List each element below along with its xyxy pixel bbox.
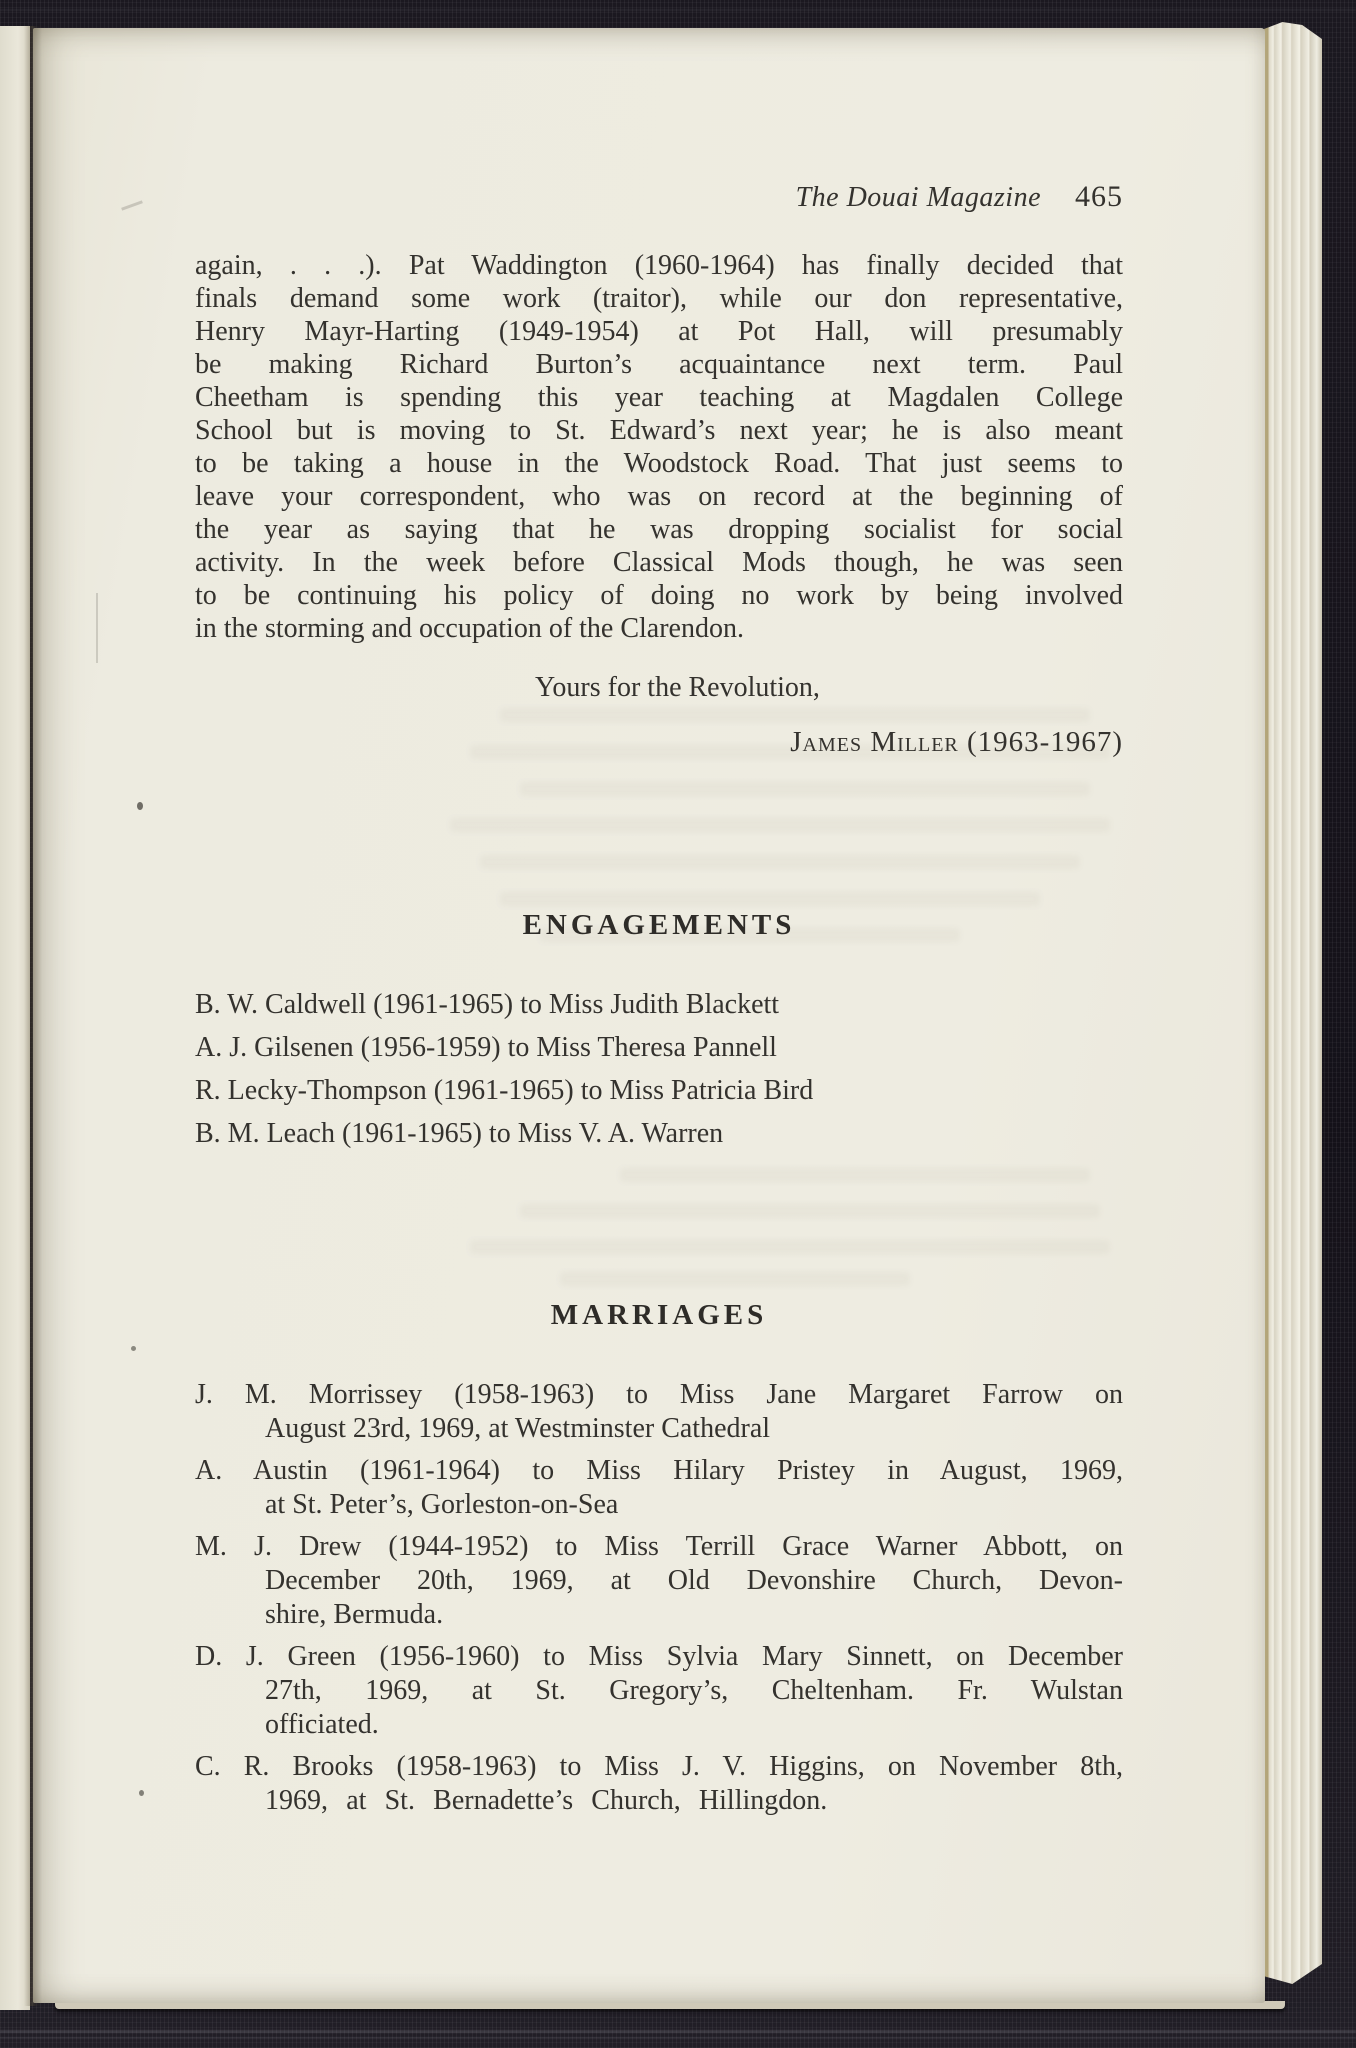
marriage-line: C. R. Brooks (1958-1963) to Miss J. V. Higgins, on November 8th, <box>195 1751 1123 1782</box>
letter-line: be making Richard Burton’s acquaintance next term. Paul <box>195 349 1123 380</box>
engagements-heading: ENGAGEMENTS <box>522 909 796 941</box>
cover-seam-bottom <box>0 2030 1356 2033</box>
letter-line: leave your correspondent, who was on record at the beginning of <box>195 481 1123 512</box>
engagement-entry: B. M. Leach (1961-1965) to Miss V. A. Warren <box>195 1118 724 1149</box>
letter-line: in the storming and occupation of the Clarendon. <box>195 613 744 644</box>
marriage-entry <box>195 1640 1123 1742</box>
margin-speck <box>131 1346 136 1351</box>
marriage-entry <box>195 1454 1123 1522</box>
marriage-line: shire, Bermuda. <box>265 1599 444 1630</box>
bleed-through-streak <box>500 892 1040 906</box>
letter-line: finals demand some work (traitor), while our don representative, <box>195 283 1123 314</box>
letter-line: the year as saying that he was dropping socialist for social <box>195 514 1123 545</box>
marriage-line: August 23rd, 1969, at Westminster Cathedral <box>265 1413 771 1444</box>
margin-speck <box>139 1790 144 1796</box>
letter-line: Henry Mayr-Harting (1949-1954) at Pot Hall, will presumably <box>195 316 1123 347</box>
letter-line: to be taking a house in the Woodstock Road. That just seems to <box>195 448 1123 479</box>
signature: James Miller (1963-1967) <box>790 726 1123 758</box>
marriage-line: 1969, at St. Bernadette’s Church, Hillingdon. <box>265 1785 828 1816</box>
page-edges-fore-edge <box>1256 22 1322 1994</box>
letter-line: to be continuing his policy of doing no work by being involved <box>195 580 1123 611</box>
engagements-list <box>195 983 1123 1155</box>
marriage-entry <box>195 1530 1123 1632</box>
bleed-through-streak <box>520 782 1090 796</box>
facing-page-edge <box>0 26 30 2010</box>
bleed-through-streak <box>620 1168 1090 1182</box>
bleed-through-streak <box>500 708 1090 722</box>
engagement-entry: A. J. Gilsenen (1956-1959) to Miss Theresa Pannell <box>195 1032 777 1063</box>
marriages-heading: MARRIAGES <box>550 1299 768 1331</box>
cover-seam-top <box>0 9 1356 11</box>
magazine-page <box>33 28 1265 2003</box>
marriage-line: M. J. Drew (1944-1952) to Miss Terrill Grace Warner Abbott, on <box>195 1531 1123 1562</box>
marriage-line: officiated. <box>265 1709 379 1740</box>
marriage-line: at St. Peter’s, Gorleston-on-Sea <box>265 1489 619 1520</box>
marriage-entry <box>195 1378 1123 1446</box>
bleed-through-streak <box>520 1204 1100 1218</box>
margin-speck <box>121 200 143 210</box>
margin-speck <box>96 593 98 663</box>
marriage-line: A. Austin (1961-1964) to Miss Hilary Pristey in August, 1969, <box>195 1455 1123 1486</box>
letter-line: School but is moving to St. Edward’s next year; he is also meant <box>195 415 1123 446</box>
cover-seam-bottom-2 <box>0 2037 1356 2039</box>
bleed-through-streak <box>450 818 1110 832</box>
running-header-title: The Douai Magazine <box>795 182 1041 213</box>
marriage-line: J. M. Morrissey (1958-1963) to Miss Jane Margaret Farrow on <box>195 1379 1123 1410</box>
marriage-line: 27th, 1969, at St. Gregory’s, Cheltenham. Fr. Wulstan <box>265 1675 1123 1706</box>
page-number: 465 <box>1075 180 1123 213</box>
marriages-list <box>195 1378 1123 1826</box>
bleed-through-streak <box>470 1240 1110 1254</box>
bleed-through-streak <box>480 855 1080 869</box>
engagement-entry: R. Lecky-Thompson (1961-1965) to Miss Patricia Bird <box>195 1075 814 1106</box>
letter-body <box>195 249 1123 645</box>
marriage-line: D. J. Green (1956-1960) to Miss Sylvia Mary Sinnett, on December <box>195 1641 1123 1672</box>
marriage-entry <box>195 1750 1123 1818</box>
letter-line: activity. In the week before Classical Mods though, he was seen <box>195 547 1123 578</box>
margin-speck <box>137 802 143 810</box>
bleed-through-streak <box>560 1272 910 1286</box>
running-header <box>195 180 1123 214</box>
letter-line: again, . . .). Pat Waddington (1960-1964) has finally decided that <box>195 250 1123 281</box>
marriage-line: December 20th, 1969, at Old Devonshire Church, Devon- <box>265 1565 1123 1596</box>
letter-line: Cheetham is spending this year teaching at Magdalen College <box>195 382 1123 413</box>
valediction: Yours for the Revolution, <box>535 672 820 703</box>
engagement-entry: B. W. Caldwell (1961-1965) to Miss Judith Blackett <box>195 989 780 1020</box>
